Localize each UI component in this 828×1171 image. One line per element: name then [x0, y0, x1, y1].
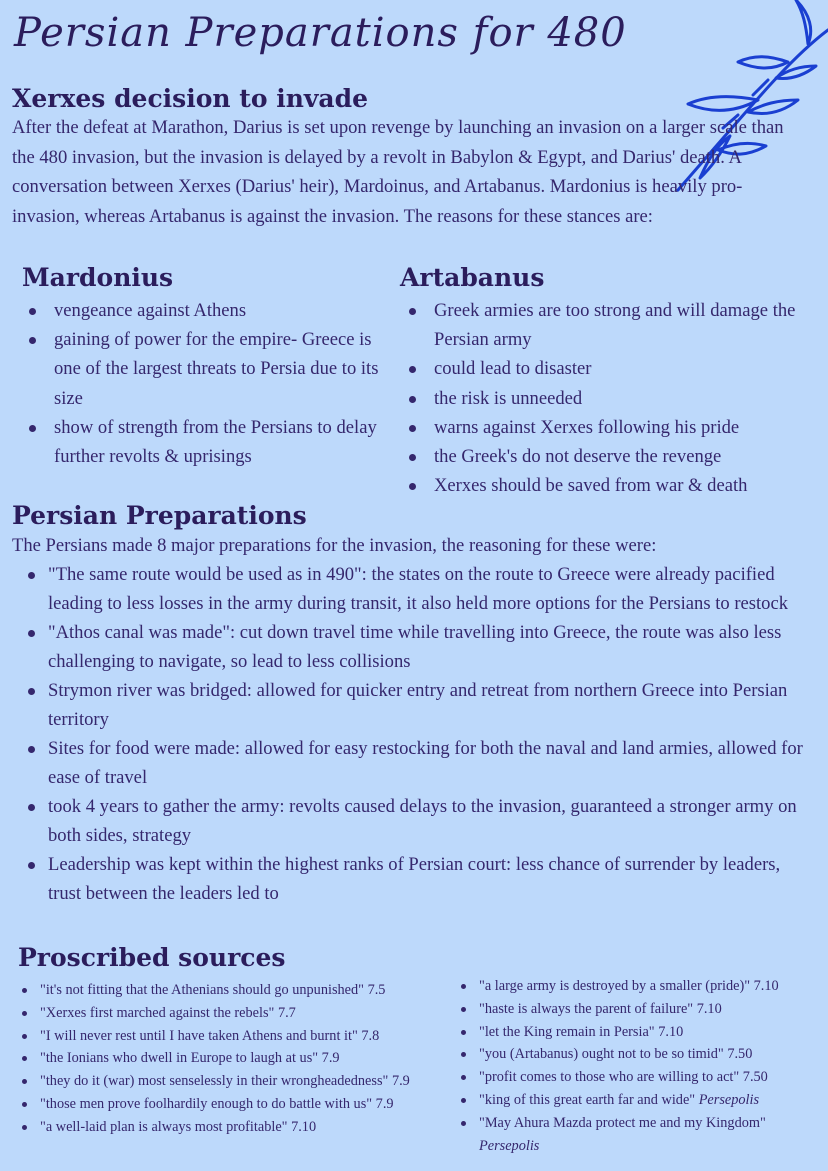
section-heading-sources: Proscribed sources	[18, 943, 286, 972]
intro-paragraph: After the defeat at Marathon, Darius is set upon revenge by launching an invasion on a larger scale than the 480 invasion, but the invasion is delayed by a revolt in Babylon & Egypt, and Darius' death. A conversation between Xerxes (Darius' heir), Mardoinus, and Artabanus. Mardonius is heavily pro-invasion, whereas Artabanus is against the invasion. The reasons for these stances are:	[12, 117, 784, 227]
list-item: Strymon river was bridged: allowed for quicker entry and retreat from northern Greece into Persian territory	[12, 676, 812, 734]
list-item: "the Ionians who dwell in Europe to laugh at us" 7.9	[18, 1047, 448, 1070]
list-item: "I will never rest until I have taken Athens and burnt it" 7.8	[18, 1025, 448, 1048]
source-quote: "May Ahura Mazda protect me and my Kingdom"	[479, 1114, 766, 1131]
list-item: "a well-laid plan is always most profitable" 7.10	[18, 1116, 448, 1139]
list-item: "they do it (war) most senselessly in their wrongheadedness" 7.9	[18, 1070, 448, 1093]
page-title: Persian Preparations for 480	[14, 10, 627, 56]
source-quote: "profit comes to those who are willing to act" 7.50	[479, 1069, 768, 1086]
list-item: the Greek's do not deserve the revenge	[402, 442, 817, 471]
list-item	[457, 1089, 822, 1112]
preparations-list	[12, 560, 812, 908]
artabanus-list	[402, 296, 817, 500]
list-item: "those men prove foolhardily enough to do battle with us" 7.9	[18, 1093, 448, 1116]
list-item: "Xerxes first marched against the rebels" 7.7	[18, 1002, 448, 1025]
list-item: vengeance against Athens	[22, 296, 392, 325]
list-item	[457, 1021, 822, 1044]
section-heading-preparations: Persian Preparations	[12, 501, 307, 530]
sources-list-right	[457, 975, 822, 1157]
list-item: Greek armies are too strong and will damage the Persian army	[402, 296, 817, 354]
list-item: warns against Xerxes following his pride	[402, 413, 817, 442]
list-item	[457, 1043, 822, 1066]
source-quote: "a large army is destroyed by a smaller (pride)" 7.10	[479, 978, 779, 994]
section-heading-xerxes: Xerxes decision to invade	[12, 84, 369, 113]
list-item: could lead to disaster	[402, 354, 817, 383]
list-item: show of strength from the Persians to delay further revolts & uprisings	[22, 413, 392, 471]
list-item	[457, 998, 822, 1021]
list-item: the risk is unneeded	[402, 384, 817, 413]
source-ref: Persepolis	[479, 1137, 540, 1154]
list-item: "Athos canal was made": cut down travel time while travelling into Greece, the route was also less challenging to navigate, so lead to less collisions	[12, 618, 812, 676]
source-quote: "you (Artabanus) ought not to be so timid" 7.50	[479, 1046, 753, 1063]
list-item: took 4 years to gather the army: revolts caused delays to the invasion, guaranteed a stronger army on both sides, strategy	[12, 792, 812, 850]
artabanus-heading: Artabanus	[400, 263, 545, 292]
mardonius-heading: Mardonius	[22, 263, 174, 292]
list-item	[457, 1066, 822, 1089]
source-quote: "let the King remain in Persia" 7.10	[479, 1023, 684, 1040]
list-item: gaining of power for the empire- Greece is one of the largest threats to Persia due to its size	[22, 325, 392, 413]
sources-list-left	[18, 979, 448, 1139]
list-item: Sites for food were made: allowed for easy restocking for both the naval and land armies, allowed for ease of travel	[12, 734, 812, 792]
list-item: "it's not fitting that the Athenians should go unpunished" 7.5	[18, 979, 448, 1002]
list-item: "The same route would be used as in 490": the states on the route to Greece were already pacified leading to less losses in the army during transit, it also held more options for the Persians to restock	[12, 560, 812, 618]
list-item: Xerxes should be saved from war & death	[402, 471, 817, 500]
preparations-intro: The Persians made 8 major preparations for the invasion, the reasoning for these were:	[12, 535, 657, 556]
mardonius-list	[22, 296, 392, 471]
source-quote: "haste is always the parent of failure" 7.10	[479, 1000, 722, 1017]
list-item	[457, 975, 822, 998]
source-ref: Persepolis	[698, 1091, 760, 1108]
list-item: Leadership was kept within the highest ranks of Persian court: less chance of surrender by leaders, trust between the leaders led to	[12, 850, 812, 908]
source-quote: "king of this great earth far and wide"	[479, 1091, 696, 1108]
list-item	[457, 1112, 822, 1158]
